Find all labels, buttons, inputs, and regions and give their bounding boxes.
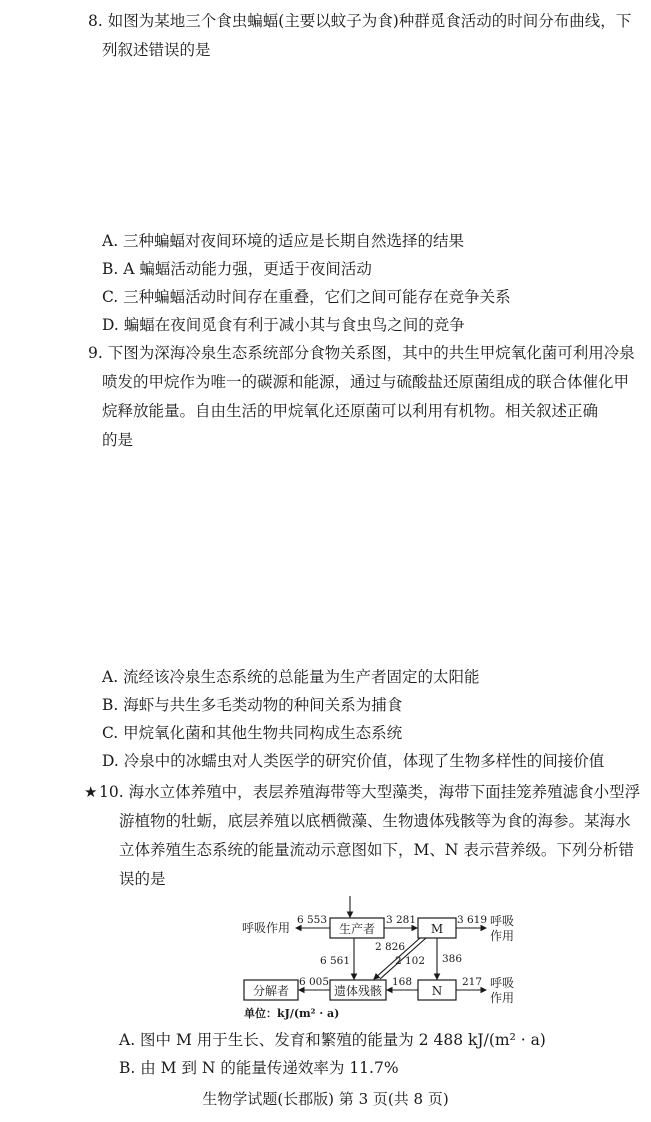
q8-option-d: D. 蝙蝠在夜间觅食有利于减小其与食虫鸟之间的竞争 (102, 316, 465, 334)
value-6553: 6 553 (296, 914, 328, 926)
value-6005: 6 005 (298, 976, 330, 988)
value-386: 386 (442, 953, 463, 965)
unit-label: 单位：kJ/(m² · a) (244, 1007, 340, 1020)
q9-stem-line-3: 烷释放能量。自由生活的甲烷氧化还原菌可以利用有机物。相关叙述正确 (102, 402, 599, 420)
q10-stem-line-2: 游植物的牡蛎，底层养殖以底栖微藻、生物遗体残骸等为食的海参。某海水 (119, 812, 631, 830)
value-2102: 2 102 (394, 955, 426, 967)
q10-option-a: A. 图中 M 用于生长、发育和繁殖的能量为 2 488 kJ/(m² · a) (119, 1031, 546, 1049)
label-producer: 生产者 (338, 922, 376, 936)
q10-stem-line-4: 误的是 (119, 870, 166, 888)
label-remains: 遗体残骸 (333, 984, 383, 998)
label-respiration-right-top-2: 作用 (490, 929, 515, 943)
q8-option-c: C. 三种蝙蝠活动时间存在重叠，它们之间可能存在竞争关系 (102, 288, 511, 306)
label-respiration-right-bottom-1: 呼吸 (490, 976, 515, 990)
q10-stem-line-1: 10. 海水立体养殖中，表层养殖海带等大型藻类，海带下面挂笼养殖滤食小型浮 (99, 783, 641, 801)
energy-flow-diagram (234, 896, 534, 1028)
q9-stem-line-1: 9. 下图为深海冷泉生态系统部分食物关系图，其中的共生甲烷氧化菌可利用冷泉 (88, 344, 635, 362)
q9-option-c: C. 甲烷氧化菌和其他生物共同构成生态系统 (102, 724, 403, 742)
q8-option-b: B. A 蝙蝠活动能力强，更适于夜间活动 (102, 260, 372, 278)
label-n: N (431, 984, 443, 998)
q9-stem-line-4: 的是 (102, 431, 134, 449)
q10-stem-line-3: 立体养殖生态系统的能量流动示意图如下，M、N 表示营养级。下列分析错 (119, 841, 634, 859)
label-respiration-right-top-1: 呼吸 (490, 914, 515, 928)
value-3281: 3 281 (385, 914, 417, 926)
value-3619: 3 619 (456, 914, 488, 926)
value-217: 217 (461, 976, 483, 988)
q8-stem-line-2: 列叙述错误的是 (102, 41, 211, 59)
q9-option-d: D. 冷泉中的冰蠕虫对人类医学的研究价值，体现了生物多样性的间接价值 (102, 752, 605, 770)
star-mark: ★ (84, 783, 98, 801)
page-footer: 生物学试题(长郡版) 第 3 页(共 8 页) (202, 1090, 449, 1108)
q9-stem-line-2: 喷发的甲烷作为唯一的碳源和能源，通过与硫酸盐还原菌组成的联合体催化甲 (102, 373, 630, 391)
value-168: 168 (391, 976, 413, 988)
q10-option-b: B. 由 M 到 N 的能量传递效率为 11.7% (119, 1059, 399, 1077)
label-respiration-left: 呼吸作用 (241, 921, 291, 935)
q9-option-b: B. 海虾与共生多毛类动物的种间关系为捕食 (102, 696, 403, 714)
q8-option-a: A. 三种蝙蝠对夜间环境的适应是长期自然选择的结果 (102, 232, 465, 250)
label-respiration-right-bottom-2: 作用 (490, 991, 515, 1005)
value-2826: 2 826 (374, 941, 406, 953)
label-m: M (430, 922, 444, 936)
value-6561: 6 561 (319, 955, 350, 967)
q9-option-a: A. 流经该冷泉生态系统的总能量为生产者固定的太阳能 (102, 668, 480, 686)
q8-stem-line-1: 8. 如图为某地三个食虫蝙蝠(主要以蚊子为食)种群觅食活动的时间分布曲线，下 (88, 12, 632, 30)
label-decomposer: 分解者 (252, 984, 290, 998)
